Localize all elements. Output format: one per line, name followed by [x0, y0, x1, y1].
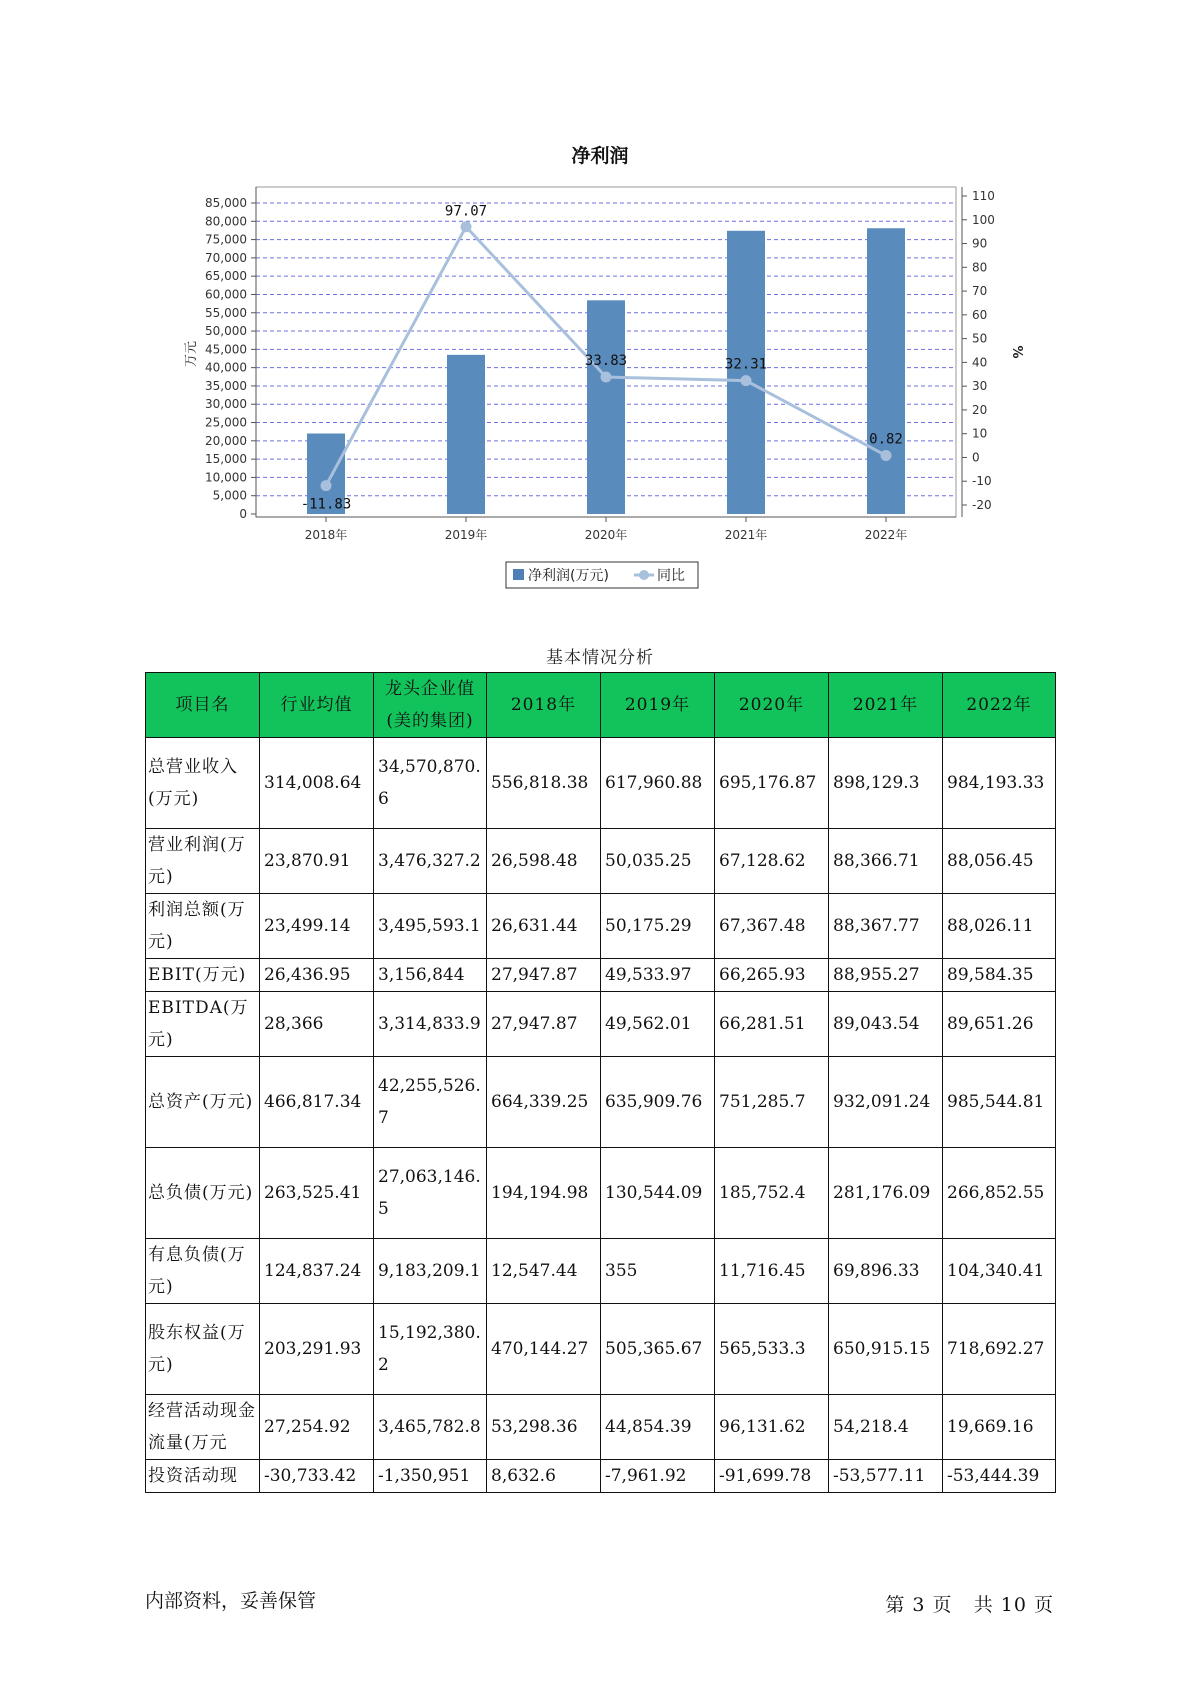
cell-y2022: 88,026.11: [943, 894, 1056, 959]
cell-y2018: 470,144.27: [487, 1304, 601, 1395]
cell-y2020: 67,128.62: [715, 829, 829, 894]
cell-y2018: 194,194.98: [487, 1148, 601, 1239]
cell-y2022: 718,692.27: [943, 1304, 1056, 1395]
page-number: 3: [912, 1594, 926, 1616]
x-tick-label: 2021年: [724, 528, 768, 542]
left-axis-label: 万元: [184, 340, 199, 368]
y-tick-label: 20,000: [205, 433, 247, 448]
cell-y2019: 50,035.25: [601, 829, 715, 894]
row-item-name: 利润总额(万元): [146, 894, 260, 959]
cell-y2020: 66,265.93: [715, 959, 829, 992]
row-item-name: 总营业收入(万元): [146, 738, 260, 829]
y2-tick-label: 70: [972, 284, 988, 299]
y-tick-label: 70,000: [205, 250, 247, 265]
y-tick-label: 0: [239, 507, 247, 521]
table-row: [146, 829, 1056, 894]
y-tick-label: 75,000: [205, 232, 247, 247]
cell-leader: 34,570,870.6: [374, 738, 487, 829]
table-caption: 基本情况分析: [546, 648, 654, 668]
row-item-name: 总资产(万元): [146, 1057, 260, 1148]
chart-title: 净利润: [571, 145, 629, 167]
cell-y2022: -53,444.39: [943, 1460, 1056, 1493]
cell-y2018: 556,818.38: [487, 738, 601, 829]
y-tick-label: 60,000: [205, 287, 247, 302]
y2-tick-label: -20: [972, 498, 992, 512]
y2-tick-label: 60: [972, 307, 988, 322]
cell-y2021: 54,218.4: [829, 1395, 943, 1460]
y2-tick-label: 110: [972, 189, 995, 203]
y-tick-label: 10,000: [205, 470, 247, 485]
yoy-point: [741, 375, 752, 386]
row-item-name: 有息负债(万元): [146, 1239, 260, 1304]
y-tick-label: 15,000: [205, 452, 247, 467]
y2-tick-label: 90: [972, 236, 988, 251]
right-axis-label: %: [1009, 345, 1024, 359]
row-item-name: EBITDA(万元): [146, 992, 260, 1057]
legend-line-label: 同比: [657, 568, 685, 584]
net-profit-chart: [0, 0, 1191, 620]
legend: [506, 562, 698, 588]
yoy-point: [601, 372, 612, 383]
row-item-name: 投资活动现: [146, 1460, 260, 1493]
cell-y2020: 695,176.87: [715, 738, 829, 829]
y-tick-label: 30,000: [205, 397, 247, 412]
cell-y2021: -53,577.11: [829, 1460, 943, 1493]
yoy-point: [321, 480, 332, 491]
row-item-name: 营业利润(万元): [146, 829, 260, 894]
cell-y2022: 88,056.45: [943, 829, 1056, 894]
cell-y2020: 67,367.48: [715, 894, 829, 959]
page-indicator: [885, 1590, 1054, 1617]
cell-leader: -1,350,951: [374, 1460, 487, 1493]
cell-y2020: 96,131.62: [715, 1395, 829, 1460]
table-row: [146, 894, 1056, 959]
total-pages: 10: [1000, 1594, 1027, 1616]
cell-y2018: 27,947.87: [487, 959, 601, 992]
legend-line-marker: [639, 570, 649, 580]
table-row: [146, 992, 1056, 1057]
y2-tick-label: 30: [972, 379, 988, 394]
left-axis-ticks: [205, 196, 256, 521]
cell-y2020: 185,752.4: [715, 1148, 829, 1239]
cell-y2019: 44,854.39: [601, 1395, 715, 1460]
row-item-name: EBIT(万元): [146, 959, 260, 992]
page-prefix: 第: [885, 1594, 906, 1616]
total-prefix: 共: [973, 1594, 994, 1616]
bar: [584, 300, 628, 514]
cell-avg: 23,870.91: [260, 829, 374, 894]
cell-y2019: 635,909.76: [601, 1057, 715, 1148]
basic-analysis-table: [145, 672, 1056, 1493]
table-row: [146, 738, 1056, 829]
cell-leader: 3,314,833.9: [374, 992, 487, 1057]
bar: [447, 355, 485, 514]
cell-y2021: 898,129.3: [829, 738, 943, 829]
cell-y2019: 355: [601, 1239, 715, 1304]
y-tick-label: 85,000: [205, 196, 247, 210]
row-item-name: 经营活动现金流量(万元: [146, 1395, 260, 1460]
cell-avg: 314,008.64: [260, 738, 374, 829]
cell-leader: 3,476,327.2: [374, 829, 487, 894]
table-row: [146, 1057, 1056, 1148]
y2-tick-label: 80: [972, 260, 988, 275]
cell-y2019: -7,961.92: [601, 1460, 715, 1493]
header-2018: 2018年: [487, 673, 601, 738]
cell-leader: 27,063,146.5: [374, 1148, 487, 1239]
cell-avg: 203,291.93: [260, 1304, 374, 1395]
cell-avg: 27,254.92: [260, 1395, 374, 1460]
footer-confidential-note: 内部资料，妥善保管: [145, 1590, 317, 1612]
cell-y2020: 751,285.7: [715, 1057, 829, 1148]
row-item-name: 总负债(万元): [146, 1148, 260, 1239]
cell-y2022: 984,193.33: [943, 738, 1056, 829]
yoy-data-label: 32.31: [724, 356, 768, 373]
y-tick-label: 65,000: [205, 269, 247, 284]
cell-y2019: 49,533.97: [601, 959, 715, 992]
header-leader-value: 龙头企业值(美的集团): [374, 673, 487, 738]
y2-tick-label: 100: [972, 212, 995, 227]
y-tick-label: 50,000: [205, 324, 247, 339]
cell-y2020: 11,716.45: [715, 1239, 829, 1304]
cell-y2021: 88,955.27: [829, 959, 943, 992]
header-item-name: 项目名: [146, 673, 260, 738]
cell-y2019: 505,365.67: [601, 1304, 715, 1395]
table-row: [146, 959, 1056, 992]
y2-tick-label: 40: [972, 355, 988, 370]
table-row: [146, 1460, 1056, 1493]
cell-y2021: 281,176.09: [829, 1148, 943, 1239]
cell-y2018: 12,547.44: [487, 1239, 601, 1304]
cell-y2021: 69,896.33: [829, 1239, 943, 1304]
yoy-data-label: 97.07: [444, 203, 488, 220]
y-tick-label: 80,000: [205, 214, 247, 229]
header-2020: 2020年: [715, 673, 829, 738]
cell-y2019: 50,175.29: [601, 894, 715, 959]
cell-y2020: -91,699.78: [715, 1460, 829, 1493]
x-tick-label: 2020年: [584, 528, 628, 542]
y2-tick-label: 10: [972, 426, 988, 441]
cell-y2018: 53,298.36: [487, 1395, 601, 1460]
right-axis-ticks: [962, 189, 995, 512]
header-2022: 2022年: [943, 673, 1056, 738]
cell-avg: 263,525.41: [260, 1148, 374, 1239]
yoy-data-label: -11.83: [300, 496, 352, 513]
cell-y2022: 104,340.41: [943, 1239, 1056, 1304]
cell-y2018: 26,631.44: [487, 894, 601, 959]
cell-y2021: 88,367.77: [829, 894, 943, 959]
yoy-point: [461, 221, 472, 232]
y-tick-label: 25,000: [205, 415, 247, 430]
cell-y2018: 27,947.87: [487, 992, 601, 1057]
cell-leader: 42,255,526.7: [374, 1057, 487, 1148]
table-body: [146, 738, 1056, 1493]
cell-avg: 28,366: [260, 992, 374, 1057]
y2-tick-label: 0: [972, 450, 980, 465]
cell-y2021: 89,043.54: [829, 992, 943, 1057]
cell-y2018: 26,598.48: [487, 829, 601, 894]
page-suffix: 页: [932, 1594, 953, 1616]
row-item-name: 股东权益(万元): [146, 1304, 260, 1395]
cell-leader: 3,495,593.1: [374, 894, 487, 959]
cell-leader: 3,465,782.8: [374, 1395, 487, 1460]
cell-y2022: 266,852.55: [943, 1148, 1056, 1239]
cell-y2022: 985,544.81: [943, 1057, 1056, 1148]
cell-y2019: 617,960.88: [601, 738, 715, 829]
cell-y2020: 565,533.3: [715, 1304, 829, 1395]
cell-leader: 9,183,209.1: [374, 1239, 487, 1304]
cell-avg: 26,436.95: [260, 959, 374, 992]
cell-y2018: 8,632.6: [487, 1460, 601, 1493]
cell-avg: 124,837.24: [260, 1239, 374, 1304]
header-industry-avg: 行业均值: [260, 673, 374, 738]
x-tick-label: 2018年: [304, 528, 348, 542]
x-axis-ticks: [305, 517, 908, 542]
cell-avg: 466,817.34: [260, 1057, 374, 1148]
table-row: [146, 1239, 1056, 1304]
x-tick-label: 2022年: [864, 528, 908, 542]
y2-tick-label: 20: [972, 402, 988, 417]
cell-avg: 23,499.14: [260, 894, 374, 959]
y-tick-label: 40,000: [205, 360, 247, 375]
legend-bar-label: 净利润(万元): [528, 568, 609, 584]
cell-y2019: 130,544.09: [601, 1148, 715, 1239]
yoy-point: [881, 450, 892, 461]
table-row: [146, 1304, 1056, 1395]
cell-leader: 15,192,380.2: [374, 1304, 487, 1395]
cell-y2022: 89,584.35: [943, 959, 1056, 992]
y-tick-label: 5,000: [212, 488, 247, 503]
cell-y2021: 88,366.71: [829, 829, 943, 894]
cell-y2021: 650,915.15: [829, 1304, 943, 1395]
y2-tick-label: 50: [972, 331, 988, 346]
cell-y2019: 49,562.01: [601, 992, 715, 1057]
cell-y2022: 89,651.26: [943, 992, 1056, 1057]
x-tick-label: 2019年: [444, 528, 488, 542]
yoy-data-label: 33.83: [584, 353, 628, 370]
cell-y2022: 19,669.16: [943, 1395, 1056, 1460]
y-tick-label: 55,000: [205, 305, 247, 320]
legend-bar-swatch: [513, 569, 524, 580]
bar: [867, 228, 905, 514]
cell-y2021: 932,091.24: [829, 1057, 943, 1148]
cell-y2018: 664,339.25: [487, 1057, 601, 1148]
table-row: [146, 1148, 1056, 1239]
cell-y2020: 66,281.51: [715, 992, 829, 1057]
table-row: [146, 1395, 1056, 1460]
y-tick-label: 45,000: [205, 342, 247, 357]
total-suffix: 页: [1033, 1594, 1054, 1616]
table-header-row: [146, 673, 1056, 738]
y-tick-label: 35,000: [205, 378, 247, 393]
y2-tick-label: -10: [972, 474, 992, 489]
header-2021: 2021年: [829, 673, 943, 738]
cell-leader: 3,156,844: [374, 959, 487, 992]
yoy-data-label: 0.82: [869, 431, 903, 448]
header-2019: 2019年: [601, 673, 715, 738]
cell-avg: -30,733.42: [260, 1460, 374, 1493]
